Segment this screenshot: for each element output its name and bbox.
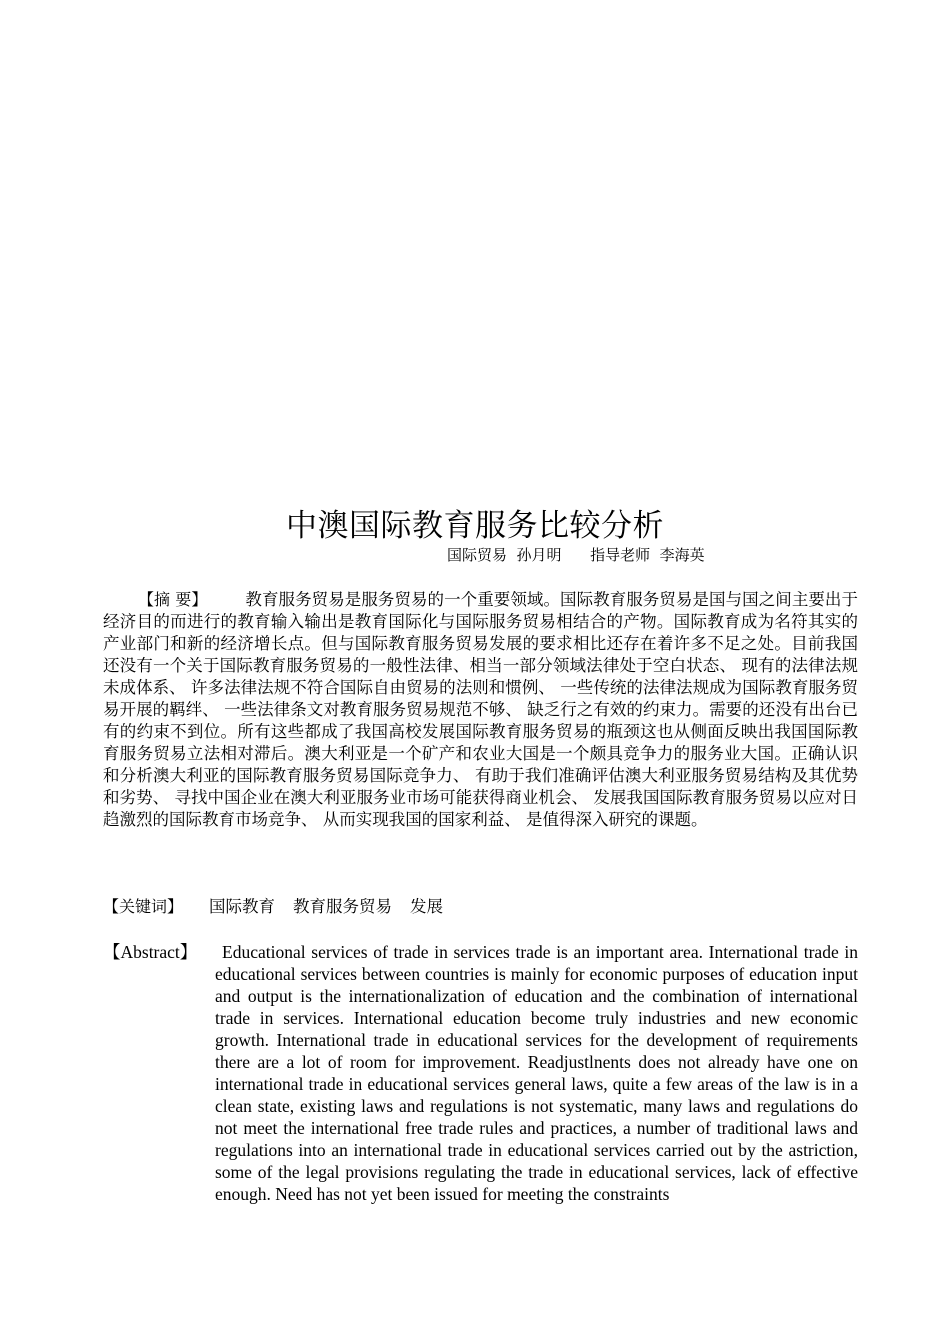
paper-title: 中澳国际教育服务比较分析 xyxy=(286,508,664,544)
abstract-en-text: Educational services of trade in services trade is an important area. International trade in educational services between countries is mainly for economic purposes of education input and output is the internationalization of education and the combination of international trade in services. International education become truly industries and new economic growth. International trade in educational services for the development of requirements there are a lot of room for improvement. Readjustlnents does not already have one on international trade in educational services general laws, quite a few areas of the law is in a clean state, existing laws and regulations is not systematic, many laws and regulations do not meet the international free trade rules and practices, a number of traditional laws and regulations into an international trade in educational services carried out by the astriction, some of the legal provisions regulating the trade in educational services, lack of effective enough. Need has not yet been issued for meeting the constraints xyxy=(215,942,858,1204)
keyword-item: 教育服务贸易 xyxy=(293,897,393,916)
keyword-item: 发展 xyxy=(410,897,444,916)
author-line: 国际贸易 孙月明 指导老师 李海英 xyxy=(447,546,705,564)
keywords xyxy=(103,895,461,919)
abstract-cn-text: 教育服务贸易是服务贸易的一个重要领域。国际教育服务贸易是国与国之间主要出于经济目的而进行的教育输入输出是教育国际化与国际服务贸易相结合的产物。国际教育成为名符其实的产业部门和新的经济增长点。但与国际教育服务贸易发展的要求相比还存在着许多不足之处。目前我国还没有一个关于国际教育服务贸易的一般性法律、相当一部分领域法律处于空白状态、 现有的法律法规未成体系、 许多法律法规不符合国际自由贸易的法则和惯例、 一些传统的法律法规成为国际教育服务贸易开展的羁绊、 一些法律条文对教育服务贸易规范不够、 缺乏行之有效的约束力。需要的还没有出台已有的约束不到位。所有这些都成了我国高校发展国际教育服务贸易的瓶颈这也从侧面反映出我国国际教育服务贸易立法相对滞后。澳大利亚是一个矿产和农业大国是一个颇具竞争力的服务业大国。正确认识和分析澳大利亚的国际教育服务贸易国际竞争力、 有助于我们准确评估澳大利亚服务贸易结构及其优势和劣势、 寻找中国企业在澳大利亚服务业市场可能获得商业机会、 发展我国国际教育服务贸易以应对日趋激烈的国际教育市场竞争、 从而实现我国的国家利益、 是值得深入研究的课题。 xyxy=(103,590,858,829)
abstract-cn-label: 【摘 要】 xyxy=(138,590,208,609)
keywords-label: 【关键词】 xyxy=(103,897,184,916)
abstract-chinese xyxy=(103,589,858,831)
abstract-en-label: 【Abstract】 xyxy=(103,942,198,962)
keyword-item: 国际教育 xyxy=(209,897,276,916)
